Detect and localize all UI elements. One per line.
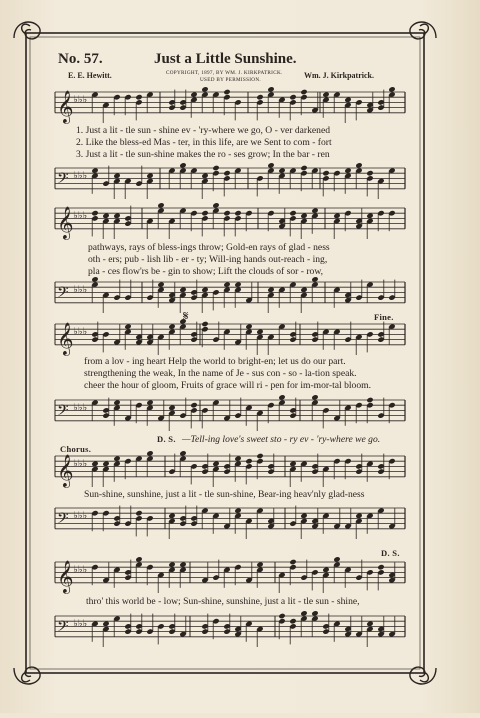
key-signature-icon: ♭♭♭: [73, 284, 88, 296]
note-head: [135, 94, 142, 100]
segno-sign: 𝄋: [183, 308, 189, 323]
lyric-line: pla - ces flow'rs be - gin to show; Lift the clouds of sor - row,: [88, 266, 324, 277]
lyric-line: pathways, rays of bless-ings throw; Gold-en rays of glad - ness: [88, 242, 330, 253]
key-signature-icon: ♭♭♭: [73, 618, 88, 630]
note-head: [212, 165, 219, 171]
note-head: [245, 458, 252, 464]
key-signature-icon: ♭♭♭: [73, 326, 88, 338]
lyric-line: 1. Just a lit - tle sun - shine ev - 'ry-where we go, O - ver darkened: [76, 125, 331, 136]
copyright-line: COPYRIGHT, 1897, BY WM. J. KIRKPATRICK.: [166, 70, 283, 76]
bass-clef-icon: 𝄢: [57, 169, 69, 190]
lyric-line: oth - ers; pub - lish lib - er - ty; Will-ing hands out-reach - ing,: [88, 254, 328, 265]
note-head: [201, 321, 208, 327]
hymn-number: No. 57.: [58, 51, 103, 67]
note-head: [135, 510, 142, 516]
key-signature-icon: ♭♭♭: [73, 170, 88, 182]
note-head: [366, 170, 373, 176]
note-head: [223, 210, 230, 216]
key-signature-icon: ♭♭♭: [73, 564, 88, 576]
note-head: [289, 618, 296, 624]
note-head: [223, 89, 230, 95]
author-credit: E. E. Hewitt.: [68, 71, 112, 80]
corner-ornament-bottom-left: [14, 667, 40, 684]
ds-label: D. S.: [157, 434, 176, 444]
corner-ornament-top-right: [410, 22, 436, 39]
note-head: [256, 453, 263, 459]
bass-clef-icon: 𝄢: [57, 509, 69, 530]
treble-clef-icon: 𝄞: [57, 455, 74, 487]
corner-ornament-top-left: [14, 22, 40, 39]
hymn-title: Just a Little Sunshine.: [154, 51, 297, 67]
note-head: [300, 89, 307, 95]
key-signature-icon: ♭♭♭: [73, 458, 88, 470]
treble-clef-icon: 𝄞: [57, 207, 74, 239]
note-head: [377, 564, 384, 570]
note-head: [366, 397, 373, 403]
lyric-line: strengthening the weak, In the name of Je - sus con - so - la-tion speak.: [84, 368, 357, 379]
composer-credit: Wm. J. Kirkpatrick.: [304, 71, 374, 80]
note-head: [256, 94, 263, 100]
lyric-line: from a lov - ing heart Help the world to bright-en; let us do our part.: [84, 356, 346, 367]
corner-ornament-bottom-right: [410, 667, 436, 684]
ds-text: —Tell-ing love's sweet sto - ry ev - 'ry-where we go.: [182, 434, 381, 445]
chorus-lyric-line: thro' this world be - low; Sun-shine, sunshine, just a lit - tle sun - shine,: [86, 596, 360, 607]
key-signature-icon: ♭♭♭: [73, 210, 88, 222]
key-signature-icon: ♭♭♭: [73, 94, 88, 106]
bass-clef-icon: 𝄢: [57, 401, 69, 422]
note-head: [278, 613, 285, 619]
note-head: [234, 210, 241, 216]
note-head: [300, 165, 307, 171]
permission-line: USED BY PERMISSION.: [200, 77, 261, 83]
treble-clef-icon: 𝄞: [57, 561, 74, 593]
note-head: [289, 210, 296, 216]
treble-clef-icon: 𝄞: [57, 323, 74, 355]
note-head: [190, 402, 197, 408]
note-head: [201, 210, 208, 216]
key-signature-icon: ♭♭♭: [73, 402, 88, 414]
key-signature-icon: ♭♭♭: [73, 510, 88, 522]
bass-clef-icon: 𝄢: [57, 283, 69, 304]
fine-marker: Fine.: [374, 312, 394, 322]
ds-end-marker: D. S.: [381, 548, 400, 558]
lyric-line: cheer the hour of gloom, Fruits of grace will ri - pen for im-mor-tal bloom.: [84, 380, 372, 391]
note-head: [289, 559, 296, 565]
chorus-label: Chorus.: [60, 444, 92, 454]
note-head: [322, 170, 329, 176]
lyric-line: 3. Just a lit - tle sun-shine makes the ro - ses grow; In the bar - ren: [76, 149, 330, 160]
treble-clef-icon: 𝄞: [57, 91, 74, 123]
lyric-line: 2. Like the bless-ed Mas - ter, in this life, are we Sent to com - fort: [76, 137, 332, 148]
bass-clef-icon: 𝄢: [57, 617, 69, 638]
note-head: [223, 170, 230, 176]
note-head: [91, 210, 98, 216]
note-head: [289, 94, 296, 100]
ornamental-border: [14, 22, 436, 684]
chorus-lyric-line: Sun-shine, sunshine, just a lit - tle sun-shine, Bear-ing heav'nly glad-ness: [84, 489, 365, 500]
